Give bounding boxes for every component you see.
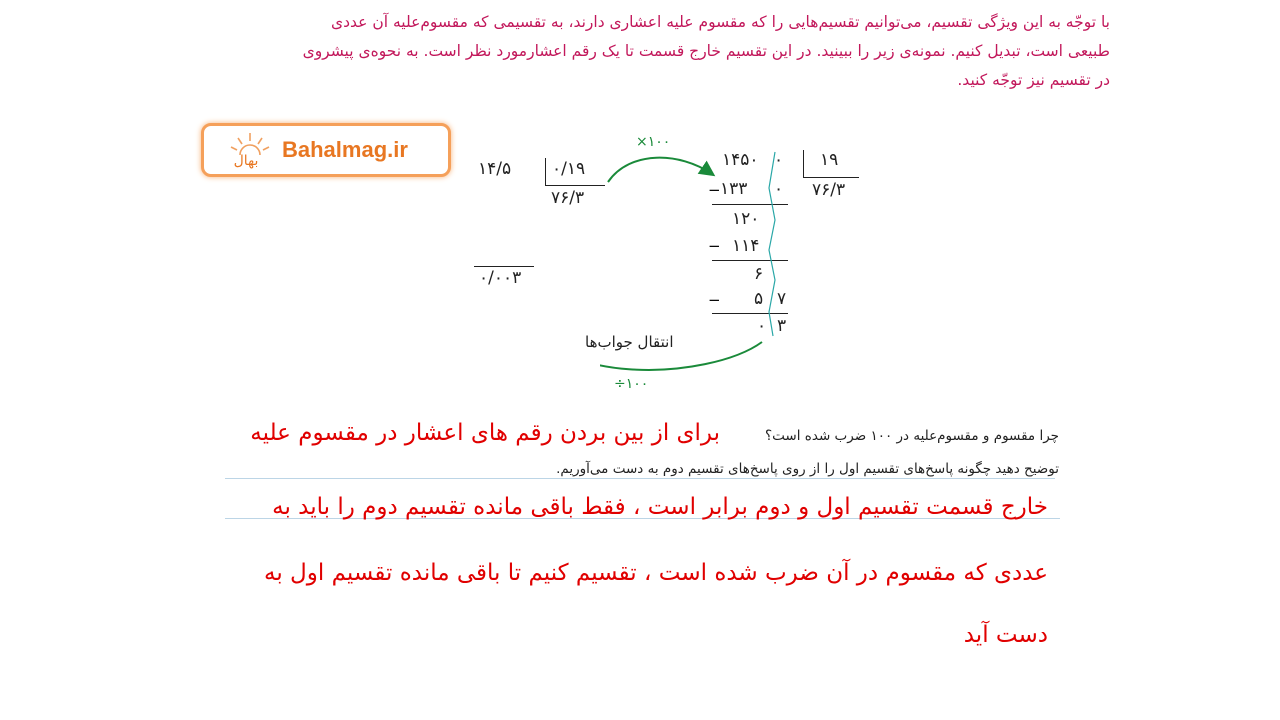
first-quotient: ۷۶/۳ <box>551 188 585 208</box>
minus-sign-3: − <box>708 291 721 309</box>
intro-paragraph <box>222 8 1110 95</box>
multiply-label: ×۱۰۰ <box>636 134 671 150</box>
step-subtract-3-digit: ۷ <box>777 289 787 309</box>
answer-2-line-1: خارج قسمت تقسیم اول و دوم برابر است ، فقط باقی مانده تقسیم دوم را باید به <box>272 494 1048 520</box>
bahalmag-logo[interactable] <box>201 123 451 177</box>
minus-sign-2: − <box>708 237 721 255</box>
first-divisor: ۰/۱۹ <box>552 159 586 179</box>
final-remainder-digit: ۳ <box>777 316 787 336</box>
step-subtract-2: ۱۱۴ <box>732 236 760 256</box>
second-divisor: ۱۹ <box>820 150 839 170</box>
second-division-underline <box>803 177 859 178</box>
step-subtract-3: ۵ <box>754 289 764 309</box>
logo-text: Bahalmag.ir <box>282 137 408 162</box>
step-value-2: ۱۲۰ <box>732 209 760 229</box>
first-division-bar <box>545 158 546 185</box>
answer-1: برای از بین بردن رقم های اعشار در مقسوم علیه <box>250 420 720 446</box>
answer-2-line-3: دست آید <box>963 622 1048 648</box>
answer-2-line-2: عددی که مقسوم در آن ضرب شده است ، تقسیم کنیم تا باقی مانده تقسیم اول به <box>264 560 1048 586</box>
sun-logo-icon <box>218 129 274 171</box>
trailing-zero: ۰ <box>774 150 784 170</box>
minus-sign-1: − <box>708 181 721 199</box>
intro-line-2: طبیعی است، تبدیل کنیم. نمونه‌ی زیر را ببینید. در این تقسیم خارج قسمت تا یک رقم اعشارمورد نظر است. به نحوه‌ی پیشروی <box>302 42 1110 60</box>
second-division-bar <box>803 150 804 177</box>
final-remainder-zero: ۰ <box>757 316 767 336</box>
step-value-3: ۶ <box>754 264 764 284</box>
question-1: چرا مقسوم و مقسوم‌علیه در ۱۰۰ ضرب شده است؟ <box>765 428 1059 444</box>
step-subtract-1: ۱۳۳ <box>720 179 748 199</box>
answer-rule-1 <box>225 478 1055 479</box>
multiply-arrow <box>608 158 712 182</box>
logo-mark-text: بهال <box>233 153 259 169</box>
step-subtract-1-digit: ۰ <box>774 179 784 199</box>
transfer-arrows <box>600 130 790 400</box>
second-quotient: ۷۶/۳ <box>812 180 846 200</box>
transfer-label: انتقال جواب‌ها <box>585 333 674 351</box>
second-dividend: ۱۴۵۰ <box>722 150 759 170</box>
first-dividend: ۱۴/۵ <box>478 159 512 179</box>
divide-label: ÷۱۰۰ <box>614 376 649 392</box>
intro-line-3: در تقسیم نیز توجّه کنید. <box>957 71 1110 89</box>
first-division-underline <box>545 185 605 186</box>
remainder-overline <box>474 266 534 267</box>
first-remainder: ۰/۰۰۳ <box>479 268 522 288</box>
question-2: توضیح دهید چگونه پاسخ‌های تقسیم اول را از روی پاسخ‌های تقسیم دوم به دست می‌آوریم. <box>556 461 1059 477</box>
intro-line-1: با توجّه به این ویژگی تقسیم، می‌توانیم تقسیم‌هایی را که مقسوم علیه اعشاری دارند، به تقسیمی که مقسوم‌علیه آن عددی <box>331 13 1110 31</box>
